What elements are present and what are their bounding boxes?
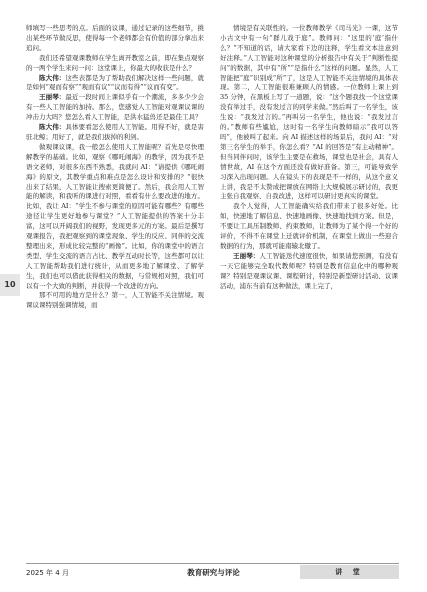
paragraph [26, 123, 204, 143]
paragraph [26, 74, 204, 94]
speaker-name: 王丽琴： [233, 251, 260, 260]
paragraph-text: 情境是有关联性的。一位教师教学《司马光》一课，这节小古文中有一句“群儿戏于庭”。教师问：“这里的‘庭’指什么？”不知道的话，请大家看下边的注释，学生看文本注意到好注释。”人工智能对这种课堂的分析报告中有关于“判断性提问”的数据，其中有“所”“是指什么”这样的问题。显然，人工智能把“庭”识别成“所”了，这是人工智能不关注情境的具体表现。第二，人工智能很难兼顾人的情感。一位教师上课上到 35 分钟，在黑板上写了一道题，说：“这个题我找一个这堂课没有举过手，没有发过言的同学来做。”然后叫了一名学生，该生说：“我发过言的。”再叫另一名学生，他也说：“我发过言的。”教师有些尴尬，这时有一名学生向教师暗示“我可以答吗”，他被叫了起来。向 AI 描述这样的场景后，我问 AI：“对第三名学生的举手，你怎么看？”AI 的回答是“有主动精神”。但当同伴问时，该学生主要是在救场，课堂也是社会，具有人情世故，AI 在这个方面还没有做好准备。第三，可能导致学习深入出现问题。人在镜头下的表现是不一样的，从这个意义上讲，我是不太赞成把课放在网络上大规模展示研讨的，我更主张自我观察、自我改进，这样可以研讨更真实的课堂。 [220, 24, 398, 201]
paragraph [26, 143, 204, 292]
paragraph-text: 师填写一些思考的点。后面的议课，通过记录的这些细节，挑出某些环节做反思，使得每一个老师都会有价值的部分拿出来追问。 [26, 24, 204, 52]
paragraph-text: 做观课议课，我一般怎么使用人工智能呢？首先是尽快理解教学的基础。比如，观察《哪吒闹海》的教学，因为我不是语文老师，对很多东西不熟悉，我就问 AI：“请提供《哪吒闹海》的原文，其教学重点和难点是怎么设计和安排的？”很快出来了结果，人工智能让搜索更简便了。然后，我会用人工智能的解读，和我听的课进行对照，看看有什么要改进的地方。比如，我让 AI：“学生不参与课堂的原因可能有哪些？有哪些途径让学生更好地参与课堂？”人工智能提供的答案十分丰富，这可以开阔我们的视野，发现更多元的方案。最后是撰写观课报告，我把观察到的课堂现象、学生的反应、同伴的交流整理出来，形成比较完整的“画像”。比如，你的课堂中的语言类型、学生交流的语言占比、教学互动时长等，这些都可以让人工智能帮助我们进行统计，从而更多地了解课堂、了解学生，我们也可以借此获得相关的数据，与常规相对照，我们可以有一个大致的判断，并获得一个改进的方向。 [26, 142, 204, 290]
page-number-tab: 10 [0, 274, 20, 296]
paragraph-text: 人工智能迭代速度很快，如果请您预测，有没有一天它能够完全取代教师呢？特别是教育信息化中的哪种观课？特别是观课议课、课程研讨，特别是新型研讨活动、议课活动，浦东当前有这种做法，课上完了， [220, 251, 398, 290]
paragraph [26, 24, 204, 54]
paragraph-text: 这些表都是为了帮助我们解决这样一些问题，就是如何“观而有察”“观而有议”“议而有得”“议而有变”。 [26, 73, 204, 92]
paragraph [26, 291, 204, 311]
paragraph [26, 93, 204, 123]
speaker-name: 陈大伟： [39, 73, 66, 82]
paragraph [220, 24, 398, 202]
right-column [220, 24, 398, 554]
speaker-name: 陈大伟： [39, 123, 66, 132]
paragraph-text: 我个人觉得，人工智能确实给我们带来了很多好处。比如，快速地了解信息、快速地画像、快速地找到方案。但是，不要让工具压制教师、约束教师，让教师为了某个得一个好的评价，不得不在课堂上迁就评价机制，在课堂上做出一些迎合数据的行为，那就可能南辕北辙了。 [220, 202, 398, 250]
paragraph-text: 我们还希望观课教师在学生离开教室之前，即在集点观察的一两个学生来问一问：这堂课上，你最大的收获是什么？ [26, 53, 204, 72]
speaker-name: 王丽琴： [39, 93, 66, 102]
paragraph-text: 具体要看怎么使用人工智能。用得不好，就是害驻北鲸；用好了，就是我们拔掉的利剑。 [26, 123, 204, 141]
left-column [26, 24, 204, 554]
footer-journal-title: 教育研究与评论 [187, 568, 240, 577]
paragraph [26, 54, 204, 74]
paragraph-text: 那不可用的地方是什么？第一，人工智能不关注情境。观课议课特别强调情境，而 [26, 291, 204, 310]
paragraph [220, 202, 398, 252]
paragraph [220, 252, 398, 292]
footer-issue-date: 2025 年 4 月 [26, 569, 69, 577]
footer-divider [26, 563, 399, 564]
footer-section-label: 讲 堂 [300, 565, 399, 579]
paragraph-text: 最近一段时间上课似乎有一个潮流，多多少少会有一些人工智能的加持。那么，您感觉人工智能对观课议课的冲击力大吗？您怎么看人工智能，是洪水猛兽还是最佳工具？ [26, 93, 204, 122]
